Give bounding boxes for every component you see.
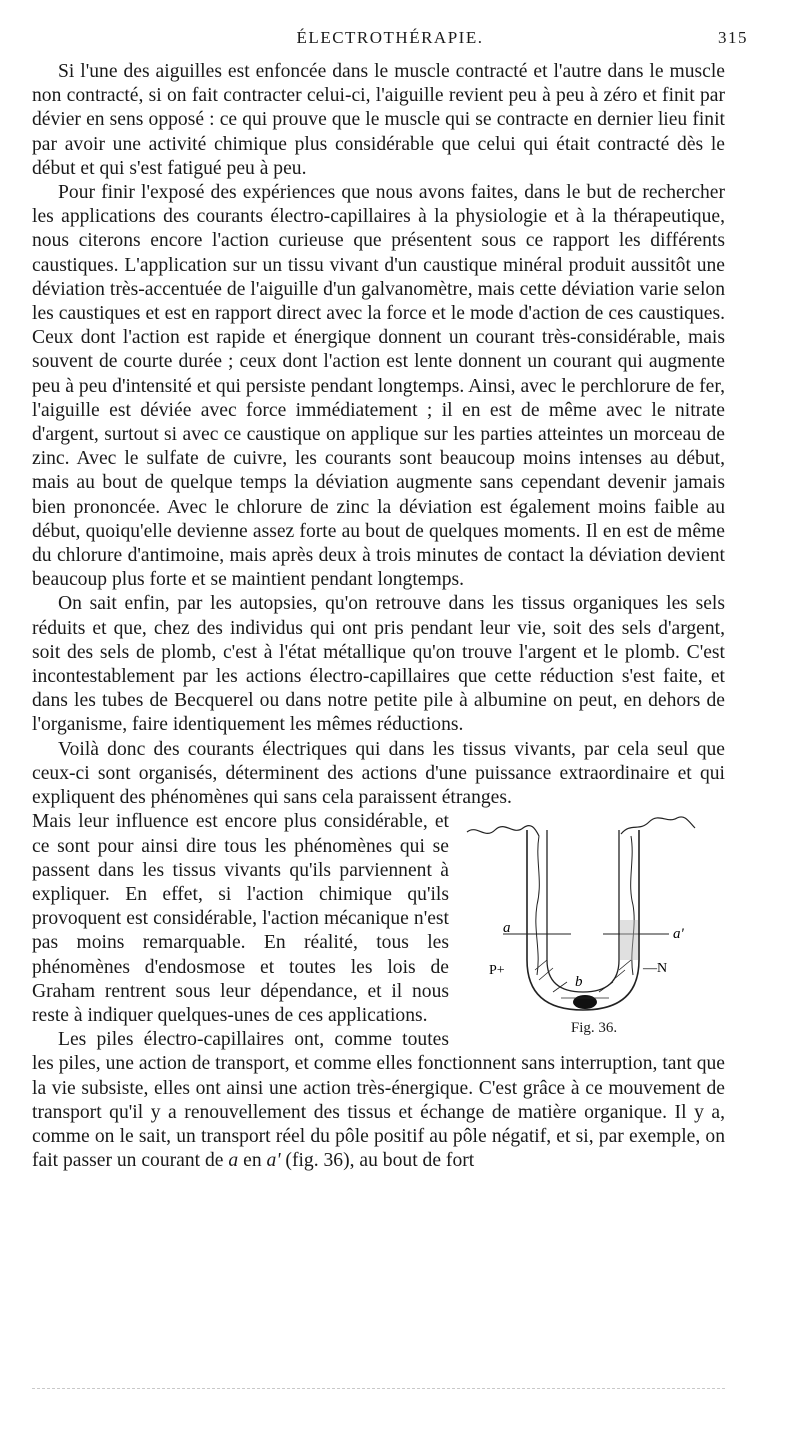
last-line-tail: (fig. 36), au bout de fort <box>280 1150 475 1172</box>
paragraph-influence: Mais leur influence est encore plus considérable, et ce sont pour ainsi dire tous les phénomènes qui se passent dans les tissus vivants qu'ils parviennent à expliquer. En effet, si l'action chimique qu'ils provoquent est considérable, l'action mécanique n'est pas moins remarquable. En réalité, tous les phénomènes d'endosmose et toutes les lois de Graham rentrent sous leur dépendance, et il nous reste à indiquer quelques-unes de ces applications. <box>32 811 449 1026</box>
label-a-prime: a' <box>673 926 684 943</box>
var-a-prime: a' <box>266 1150 281 1172</box>
label-b: b <box>575 974 583 991</box>
paragraph-courants: Voilà donc des courants électriques qui dans les tissus vivants, par cela seul que ceux-ci sont organisés, déterminent des actions d'une puissance extraordinaire et qui expliquent des phénomènes qui sans cela paraissent étranges. <box>32 738 725 809</box>
running-title: ÉLECTROTHÉRAPIE. <box>296 28 484 47</box>
var-a: a <box>228 1150 239 1172</box>
figure-36 <box>463 810 725 1045</box>
figure-wrap-block <box>32 810 725 1037</box>
paragraph-autopsies: On sait enfin, par les autopsies, qu'on retrouve dans les tissus organiques les sels réduits et que, chez des individus qui ont pris pendant leur vie, soit des sels d'argent, soit des sels de plomb, c'est à l'état métallique qu'on trouve l'argent et le plomb. C'est incontestablement par les actions électro-capillaires que cette réduction s'est faite, et dans les tubes de Becquerel ou dans notre petite pile à albumine on peut, en dehors de l'organisme, faire identiquement les mêmes réductions. <box>32 593 725 736</box>
right-wire <box>621 817 695 834</box>
u-tube-inner <box>547 830 619 992</box>
paragraph-piles <box>32 1028 725 1173</box>
paragraph-piles-text: Les piles électro-capillaires ont, comme toutes les piles, une action de transport, et comme elles fonctionnent sans interruption, tant que la vie subsiste, elles ont ainsi une action très-énergique. C'est grâce à ce mouvement de transport qu'il y a renouvellement des tissus et échange de matière organique. Il y a, comme on le sait, un transport réel du pôle positif au pôle négatif, et si, par exemple, on fait passer un courant de <box>32 1029 725 1172</box>
running-header <box>32 28 748 52</box>
bottom-scan-noise <box>32 1388 725 1391</box>
left-electrode <box>536 836 539 975</box>
label-positive: P+ <box>489 963 505 979</box>
paragraph-caustiques: Pour finir l'exposé des expériences que nous avons faites, dans le but de rechercher les applications des courants électro-capillaires à la physiologie et à la thérapeutique, nous citerons encore l'action curieuse que présentent sous ce rapport les différents caustiques. L'application sur un tissu vivant d'un caustique minéral produit aussitôt une déviation très-accentuée de l'aiguille d'un galvanomètre, mais cette déviation varie selon les caustiques et est en rapport direct avec la force et le mode d'action de ces caustiques. Ceux dont l'action est rapide et énergique donnent un courant très-considérable, mais souvent de courte durée ; ceux dont l'action est lente donnent un courant qui augmente peu à peu d'intensité et qui persiste pendant longtemps. Ainsi, avec le perchlorure de fer, l'aiguille est déviée avec force immédiatement ; il en est de même avec le nitrate d'argent, surtout si avec ce caustique on applique sur les parties atteintes un morceau de zinc. Avec le sulfate de cuivre, les courants sont beaucoup moins intenses au début, mais au bout de quelque temps la déviation augmente sans cependant devenir jamais bien prononcée. Avec le chlorure de zinc la déviation est également moins faible au début, quoiqu'elle devienne assez forte au bout de quelques moments. Il en est de même du chlorure d'antimoine, mais après deux à trois minutes de contact la déviation devient beaucoup plus forte et se maintient pendant longtemps. <box>32 182 725 591</box>
right-arm-fill <box>620 920 638 960</box>
figure-caption: Fig. 36. <box>570 1020 618 1037</box>
u-tube-diagram <box>463 810 725 1045</box>
left-wire <box>467 826 539 836</box>
label-negative: —N <box>643 961 668 977</box>
paragraph-muscle: Si l'une des aiguilles est enfoncée dans le muscle contracté et l'autre dans le muscle non contracté, si on fait contracter celui-ci, l'aiguille revient peu à peu à zéro et finit par dévier en sens opposé : ce qui prouve que le muscle qui se contracte en dernier lieu finit par avoir une activité chimique plus considérable que celui qui était contracté dès le début et qui s'est fatigué peu à peu. <box>32 61 725 179</box>
deposit-b <box>573 995 597 1009</box>
body-text <box>32 60 725 1173</box>
label-a: a <box>503 920 511 937</box>
page-number: 315 <box>718 28 748 47</box>
word-en: en <box>238 1150 267 1172</box>
